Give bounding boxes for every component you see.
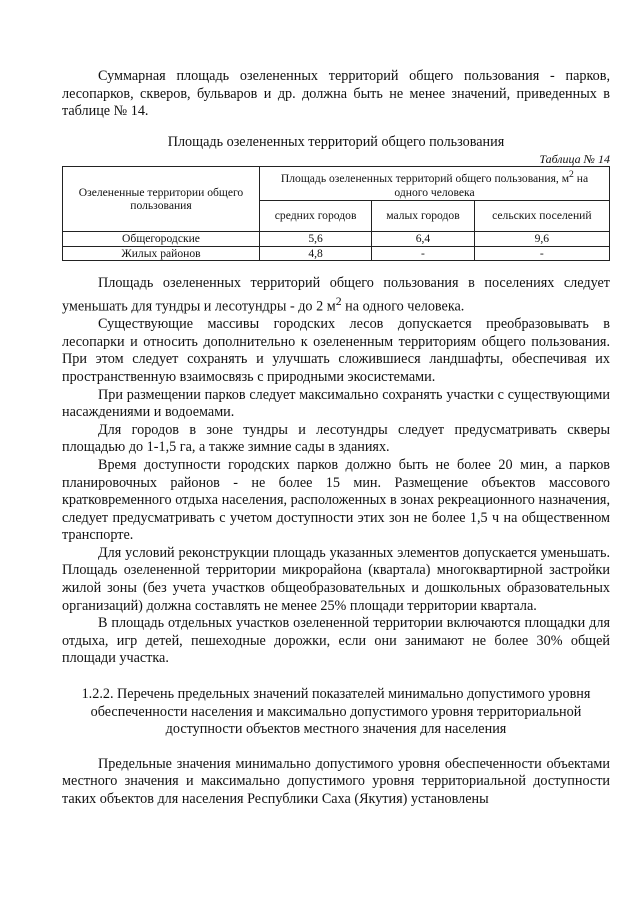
paragraph-squares-tundra: Для городов в зоне тундры и лесотундры следует предусматривать скверы площадью до 1-1,5 га, а также зимние сады в зданиях. (62, 421, 610, 456)
cell-value: 4,8 (260, 246, 372, 261)
table-title: Площадь озелененных территорий общего пользования (167, 133, 505, 150)
cell-value: 9,6 (474, 232, 609, 247)
table-row (63, 232, 610, 247)
paragraph-tundra-text: Площадь озелененных территорий общего пользования в поселениях следует уменьшать для тундры и лесотундры - до 2 м (62, 275, 610, 315)
paragraph-accessibility-time: Время доступности городских парков должно быть не более 20 мин, а парков планировочных районов - не более 15 мин. Размещение объектов массового кратковременного отдыха населения, расположенных в зонах рекреационного назначения, следует предусматривать с учетом доступности этих зон не более 1,5 ч на общественном транспорте. (62, 456, 610, 544)
intro-paragraph: Суммарная площадь озелененных территорий общего пользования - парков, лесопарков, скверов, бульваров и др. должна быть не менее значений, приведенных в таблице № 14. (62, 68, 610, 120)
paragraph-playgrounds: В площадь отдельных участков озелененной территории включаются площадки для отдыха, игр детей, пешеходные дорожки, если они занимают не более 30% общей площади участка. (62, 615, 610, 667)
green-area-table (62, 166, 610, 261)
header-area-tail: на одного человека (394, 172, 589, 199)
header-medium-cities: средних городов (260, 201, 372, 232)
paragraph-tundra-sup: 2 (335, 293, 342, 308)
paragraph-tundra-tail: на одного человека. (341, 298, 465, 315)
paragraph-parks-placement: При размещении парков следует максимально сохранять участки с существующими насаждениями и водоемами. (62, 386, 610, 421)
row-name: Общегородские (63, 232, 260, 247)
section-heading: 1.2.2. Перечень предельных значений показателей минимально допустимого уровня обеспеченности населения и максимально допустимого уровня территориальной доступности объектов местного значения для населения (81, 686, 591, 738)
table-row (63, 246, 610, 261)
cell-value: 6,4 (372, 232, 474, 247)
header-area-text: Площадь озелененных территорий общего пользования, м (280, 172, 570, 186)
header-area-sup: 2 (569, 169, 574, 181)
table-header-row (63, 167, 610, 201)
document-page (62, 68, 610, 809)
paragraph-limit-values: Предельные значения минимально допустимого уровня обеспеченности объектами местного значения и максимально допустимого уровня территориальной доступности таких объектов для населения Республики Саха (Якутия) установлены (62, 755, 610, 807)
paragraph-tundra-area (62, 275, 610, 316)
paragraph-city-forests: Существующие массивы городских лесов допускается преобразовывать в лесопарки и относить дополнительно к озелененным территориям общего пользования. При этом следует сохранять и улучшать сложившиеся ландшафты, обеспечивая их пространственную взаимосвязь с природными экосистемами. (62, 316, 610, 385)
cell-value: - (372, 246, 474, 261)
cell-value: - (474, 246, 609, 261)
header-rural: сельских поселений (474, 201, 609, 232)
header-territory: Озелененные территории общего пользования (63, 167, 260, 232)
table-number: Таблица № 14 (539, 152, 610, 167)
header-area-group (260, 167, 610, 201)
paragraph-reconstruction: Для условий реконструкции площадь указанных элементов допускается уменьшать. Площадь озелененной территории микрорайона (квартала) многоквартирной застройки жилой зоны (без учета участков общеобразовательных и дошкольных образовательных организаций) должна составлять не менее 25% площади территории квартала. (62, 544, 610, 614)
header-small-cities: малых городов (372, 201, 474, 232)
row-name: Жилых районов (63, 246, 260, 261)
cell-value: 5,6 (260, 232, 372, 247)
